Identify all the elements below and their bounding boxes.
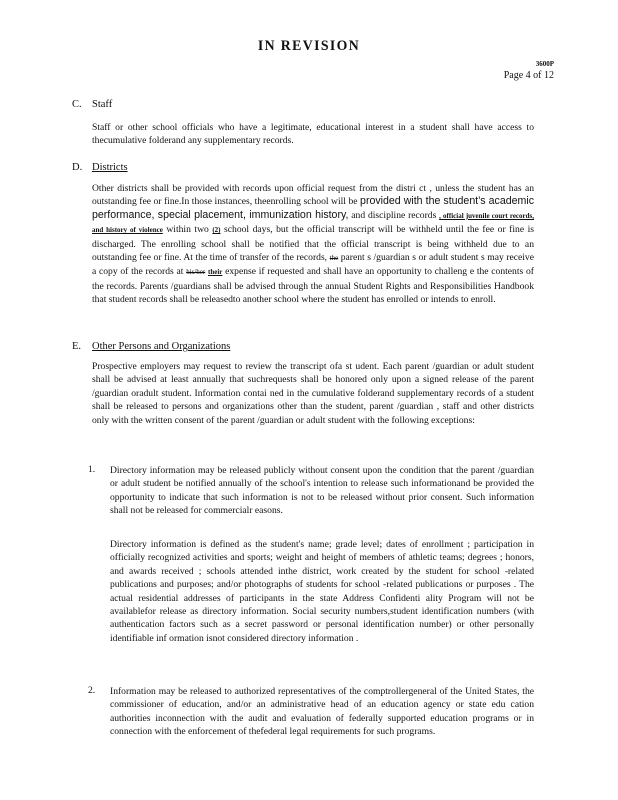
section-d-text-5: parent s /guardian s or adult student s may receive a copy of the records at [92, 252, 534, 278]
section-c-body: Staff or other school officials who have a legitimate, educational interest in a student shall have access to thecumulative folderand any supplementary records. [92, 122, 534, 147]
section-d-letter: D. [72, 162, 83, 173]
list-item-2-body: Information may be released to authorized representatives of the comptrollergeneral of the United States, the commissioner of education, and/or an administrative head of an education agency or state edu cation authorities inconnection with the audit and evaluation of federally supported education programs or in connection with the enforcement of thefederal legal requirements for such programs. [110, 686, 534, 738]
section-d-text-6: expense if requested and shall have an opportunity to challeng e the contents of the records. Parents /guardians shall be advised through the annual Student Rights and Responsibilities Handbook that student records shall be releasedto another school where the student has enrolled or intends to enroll. [92, 266, 534, 306]
section-d-text-4: school days, but the official transcript will be withheld until the fee or fine is discharged. The enrolling school shall be notified that the official transcript is being withheld due to an outstanding fee or fine. At the time of transfer of the records, [92, 224, 534, 264]
list-item-1-definition: Directory information is defined as the student's name; grade level; dates of enrollment ; participation in officially recognized activities and sports; weight and height of members of athletic teams; degrees ; honors, and awards received ; schools attended inthe district, work created by the student for school -related publications and purposes; and/or photographs of students for school -related publications or purposes . The actual residential addresses of participants in the state Address Confidenti ality Program will not be availablefor release as directory information. Social security numbers,student identification numbers (with authentication factors such as a secret password or personal identification number) or other personally identifiable inf ormation isnot considered directory information . [110, 539, 534, 644]
section-d-text-1: Other districts shall be provided with records upon official request from the distri ct , unless the student has an outstanding fee or fine.In those instances, theenrolling school will be [92, 183, 534, 208]
page-number: Page 4 of 12 [503, 70, 554, 81]
section-e-heading: Other Persons and Organizations [92, 341, 231, 352]
list-item-1-number: 1. [88, 464, 96, 475]
section-d-text-3: within two [166, 224, 209, 236]
section-d-insertion-records: , official juvenile court records, and history of violence [92, 211, 535, 235]
section-d-text-2: and discipline records [351, 209, 437, 221]
section-d-inserted-comma: , [345, 208, 349, 221]
section-d-insertion-two: (2) [212, 226, 221, 235]
section-c-letter: C. [72, 99, 82, 110]
section-d-heading: Districts [92, 162, 128, 173]
section-d-insertion-their: their [207, 268, 223, 277]
policy-code: 3600P [535, 60, 554, 68]
section-e-body: Prospective employers may request to review the transcript ofa st udent. Each parent /guardian or adult student shall be advised at least annually that suchrequests shall be honored only upon a signed release of the parent /guardian oradult student. Information contai ned in the cumulative folderand supplementary records of a student shall be released to persons and organizations other than the student, parent /guardian , staff and other districts only with the written consent of the parent /guardian or adult student with the following exceptions: [92, 361, 534, 426]
section-c-heading: Staff [92, 99, 113, 110]
section-d-deletion-his-her: his/her [186, 268, 206, 277]
section-e-letter: E. [72, 341, 82, 352]
section-d-deletion-the: the [329, 254, 339, 263]
section-d-inserted-sentence: provided with the student’s academic performance, special placement, immunization history [92, 195, 534, 221]
list-item-1-body: Directory information may be released publicly without consent upon the condition that the parent /guardian or adult student be notified annually of the school's intention to release such informationand be provided the opportunity to indicate that such information is not to be released without prior consent. Such information shall not be released for commercialr easons. [110, 465, 534, 517]
list-item-2-number: 2. [88, 685, 96, 696]
section-d-body [92, 182, 534, 307]
page-title: IN REVISION [257, 38, 361, 54]
